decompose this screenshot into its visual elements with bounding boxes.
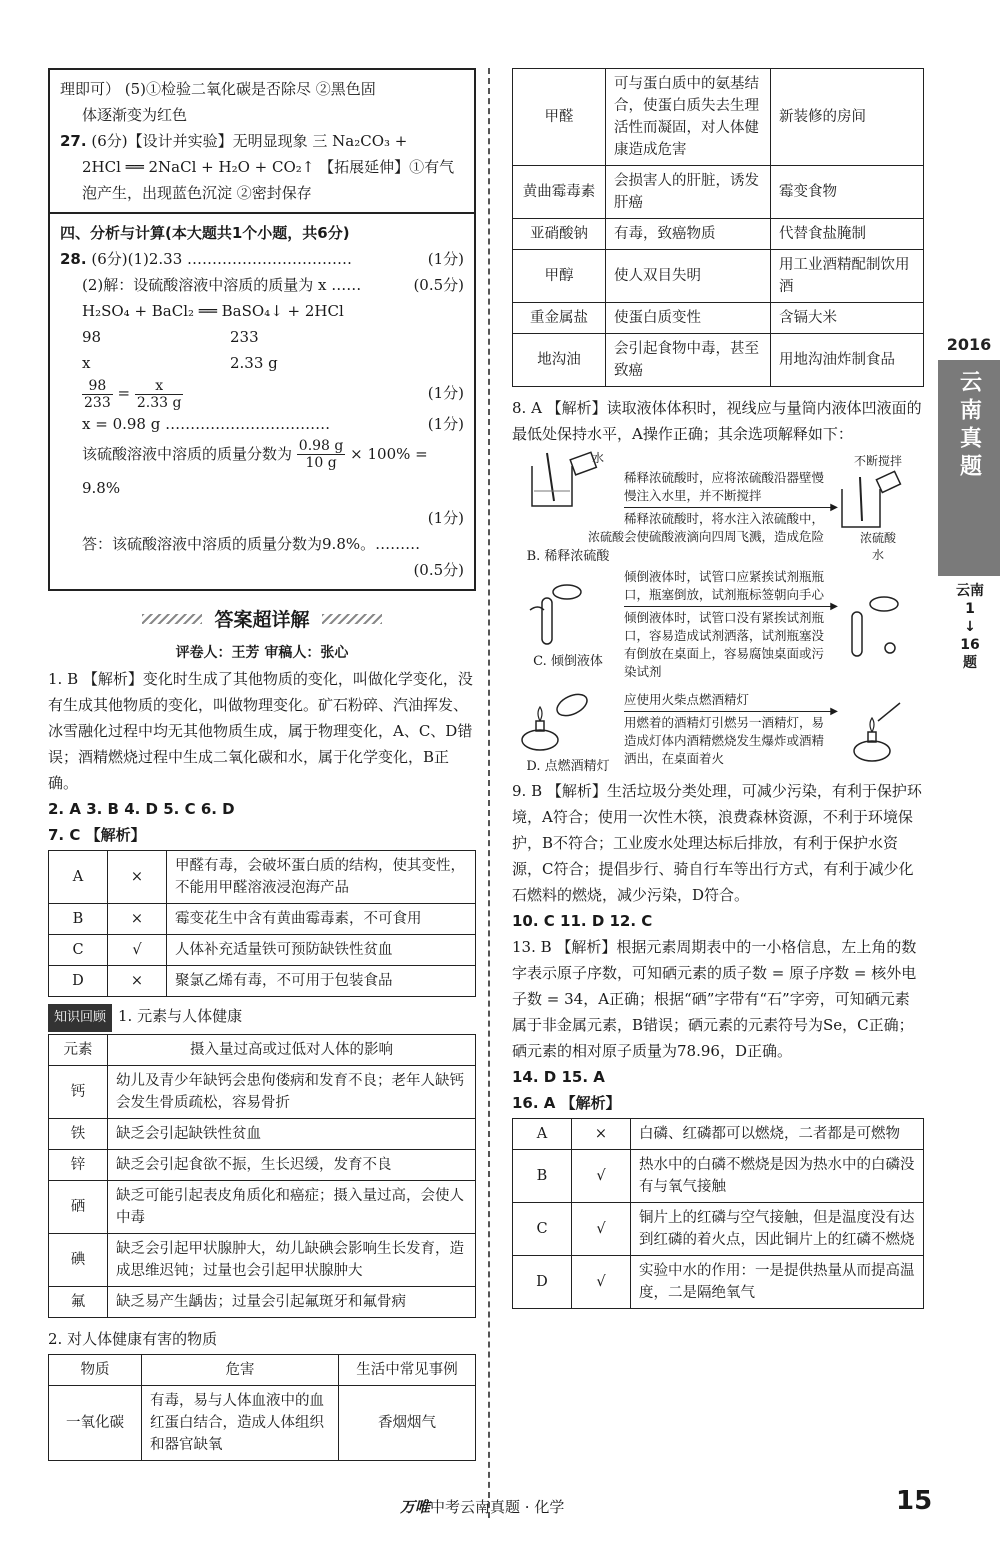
table-cell: 甲醛有毒，会破坏蛋白质的结构，使其变性，不能用甲醛溶液浸泡海产品	[167, 851, 476, 904]
table-header: 危害	[142, 1355, 339, 1386]
table-cell: 氟	[49, 1287, 108, 1318]
table-row	[49, 1234, 476, 1287]
decorative-stripe	[322, 614, 382, 624]
table-cell: 碘	[49, 1234, 108, 1287]
table-row	[49, 1287, 476, 1318]
table-cell: √	[572, 1256, 631, 1309]
table-row	[49, 1181, 476, 1234]
side-range-text: 题	[963, 655, 977, 671]
points: (1分)	[427, 414, 464, 433]
answer-box-28: 四、分析与计算(本大题共1个小题，共6分) 28. (6分)(1)2.33 …………………………… (1分) (2)解：设硫酸溶液中溶质的质量为 x …… (0.5分) H₂SO₄ + BaCl₂ ══ BaSO₄↓ + 2HCl 98 233 x 2.33 g $\frac{98}{233}$ = $\frac{x}{2.33 g}$ (1分) x = 0.98 g …………………………… (1分) 该硫酸溶液中溶质的质量分数为 $\frac{0.98 g}{10 g}$ × 100% = 9.8% (1分) 答：该硫酸溶液中溶质的质量分数为9.8%。……… (0.5分)	[48, 214, 476, 591]
text-line: x = 0.98 g ……………………………	[82, 414, 331, 433]
answer-q7: 7. C 【解析】	[48, 826, 146, 844]
table-row	[513, 334, 924, 387]
points: (0.5分)	[413, 276, 464, 294]
knowledge-review-label: 知识回顾	[48, 1004, 112, 1032]
table-cell: B	[49, 904, 108, 935]
table-cell: 用地沟油炸制食品	[771, 334, 924, 387]
table-row	[49, 1066, 476, 1119]
points: (1分)	[427, 384, 464, 402]
table-row	[513, 1256, 924, 1309]
table-row	[49, 935, 476, 966]
table-cell: 硒	[49, 1181, 108, 1234]
text-line: 体逐渐变为红色	[82, 106, 188, 124]
fig-label: 不断搅拌	[853, 454, 902, 468]
table-cell: 缺乏会引起缺铁性贫血	[108, 1119, 476, 1150]
figure-note: 用燃着的酒精灯引燃另一酒精灯，易造成灯体内酒精燃烧发生爆炸或酒精洒出，在桌面着火	[624, 715, 825, 766]
question-number: 27.	[60, 132, 87, 150]
table-header: 生活中常见事例	[339, 1355, 476, 1386]
answer-q8: 8. A 【解析】读取液体体积时，视线应与量筒内液体凹液面的最低处保持水平，A操作正确；其余选项解释如下：	[512, 399, 922, 443]
harmful-substance-table-continued	[512, 68, 924, 387]
arrow-icon	[624, 711, 832, 712]
table-cell: C	[49, 935, 108, 966]
alcohol-lamp-icon	[512, 685, 602, 755]
fig-label: 水	[871, 548, 884, 562]
table-cell: 甲醛	[513, 69, 606, 166]
figure-note: 应使用火柴点燃酒精灯	[624, 692, 750, 707]
knowledge-title: 1. 元素与人体健康	[118, 1007, 243, 1025]
mass-value: 233	[230, 328, 259, 346]
table-cell: 亚硝酸钠	[513, 219, 606, 250]
table-row	[513, 69, 924, 166]
table-row	[513, 250, 924, 303]
right-column	[512, 68, 924, 1309]
table-cell: 使蛋白质变性	[606, 303, 771, 334]
figure-note: 稀释浓硫酸时，应将浓硫酸沿器壁慢慢注入水里，并不断搅拌	[624, 470, 825, 503]
answer-q16: 16. A 【解析】	[512, 1094, 621, 1112]
arrow-icon	[624, 606, 832, 607]
side-range-text: ↓	[964, 619, 976, 635]
mass-value: x	[82, 354, 91, 372]
text-line: 2HCl ══ 2NaCl + H₂O + CO₂↑ 【拓展延伸】①有气	[82, 158, 455, 176]
table-cell: 实验中水的作用：一是提供热量从而提高温度，二是隔绝氧气	[631, 1256, 924, 1309]
table-cell: 霉变食物	[771, 166, 924, 219]
section-title-bar	[48, 605, 476, 632]
table-row	[513, 1150, 924, 1203]
text-line: × 100% = 9.8%	[82, 444, 428, 497]
figure-caption: B. 稀释浓硫酸	[526, 549, 610, 564]
table-cell: 会损害人的肝脏，诱发肝癌	[606, 166, 771, 219]
left-column	[48, 68, 476, 1461]
table-cell: 新装修的房间	[771, 69, 924, 166]
side-range-text: 16	[960, 637, 980, 653]
table-row	[513, 166, 924, 219]
text-line: 泡产生，出现蓝色沉淀 ②密封保存	[82, 184, 312, 202]
table-header: 摄入量过高或过低对人体的影响	[108, 1035, 476, 1066]
answer-box-27	[48, 68, 476, 214]
table-row	[49, 904, 476, 935]
table-row	[513, 1203, 924, 1256]
table-row	[513, 1119, 924, 1150]
table-cell: 有毒，致癌物质	[606, 219, 771, 250]
table-cell: 铁	[49, 1119, 108, 1150]
table-cell: D	[49, 966, 108, 997]
column-divider	[488, 68, 490, 1518]
answer-q14-15: 14. D 15. A	[512, 1068, 605, 1086]
table-cell: 使人双目失明	[606, 250, 771, 303]
side-tab	[938, 335, 1000, 576]
table-row	[49, 1119, 476, 1150]
table-row	[513, 219, 924, 250]
side-range-text: 1	[965, 601, 975, 617]
equation: H₂SO₄ + BaCl₂ ══ BaSO₄↓ + 2HCl	[82, 302, 344, 320]
table-row	[49, 1386, 476, 1461]
knowledge-title: 2. 对人体健康有害的物质	[48, 1330, 218, 1348]
table-cell: √	[108, 935, 167, 966]
table-row	[49, 1150, 476, 1181]
fraction: $\frac{x}{2.33 g}$	[136, 377, 182, 411]
table-cell: 香烟烟气	[339, 1386, 476, 1461]
page-number: 15	[896, 1486, 933, 1516]
fraction: $\frac{0.98 g}{10 g}$	[298, 438, 344, 471]
decorative-stripe	[142, 614, 202, 624]
fig-label: 浓硫酸	[587, 530, 624, 544]
table-cell: 聚氯乙烯有毒，不可用于包装食品	[167, 966, 476, 997]
text-line: (6分)【设计并实验】无明显现象 三 Na₂CO₃ +	[91, 132, 408, 150]
table-cell: 地沟油	[513, 334, 606, 387]
section-heading: 四、分析与计算(本大题共1个小题，共6分)	[60, 224, 350, 242]
footer-title: 中考云南真题 · 化学	[430, 1498, 565, 1516]
table-cell: A	[513, 1119, 572, 1150]
table-cell: C	[513, 1203, 572, 1256]
question-number: 28.	[60, 250, 87, 268]
table-cell: 钙	[49, 1066, 108, 1119]
table-cell: √	[572, 1203, 631, 1256]
figure-note: 倾倒液体时，试管口没有紧挨试剂瓶口，容易造成试剂洒落，试剂瓶塞没有倒放在桌面上，容易腐蚀桌面或污染试剂	[624, 610, 825, 679]
table-cell: 人体补充适量铁可预防缺铁性贫血	[167, 935, 476, 966]
table-cell: B	[513, 1150, 572, 1203]
mass-value: 98	[82, 328, 102, 346]
table-cell: 用工业酒精配制饮用酒	[771, 250, 924, 303]
side-year: 2016	[938, 330, 1000, 360]
table-cell: ×	[108, 904, 167, 935]
alcohol-lamp-icon	[832, 695, 912, 765]
figure-caption: D. 点燃酒精灯	[526, 759, 610, 774]
text-line: 答：该硫酸溶液中溶质的质量分数为9.8%。………	[82, 535, 421, 553]
brand-logo: 万唯	[400, 1498, 431, 1516]
side-title: 云南真题	[956, 370, 982, 482]
table-header: 物质	[49, 1355, 142, 1386]
points: (1分)	[427, 250, 464, 268]
table-cell: 一氧化碳	[49, 1386, 142, 1461]
q7-table	[48, 850, 476, 997]
table-cell: 可与蛋白质中的氨基结合，使蛋白质失去生理活性而凝固，对人体健康造成危害	[606, 69, 771, 166]
table-cell: 热水中的白磷不燃烧是因为热水中的白磷没有与氧气接触	[631, 1150, 924, 1203]
section-title: 答案超详解	[214, 609, 310, 631]
table-cell: 霉变花生中含有黄曲霉毒素，不可食用	[167, 904, 476, 935]
beaker-icon	[832, 469, 912, 529]
table-cell: 铜片上的红磷与空气接触，但是温度没有达到红磷的着火点，因此铜片上的红磷不燃烧	[631, 1203, 924, 1256]
text-line: 理即可） (5)①检验二氧化碳是否除尽 ②黑色固	[60, 80, 376, 98]
text-line: (2)解：设硫酸溶液中溶质的质量为 x ……	[82, 276, 362, 294]
table-cell: ×	[108, 966, 167, 997]
table-cell: 含镉大米	[771, 303, 924, 334]
table-cell: 黄曲霉毒素	[513, 166, 606, 219]
answer-q1: 1. B 【解析】变化时生成了其他物质的变化，叫做化学变化，没有生成其他物质的变化，叫做物理变化。矿石粉碎、汽油挥发、冰雪融化过程中均无其他物质生成，属于物理变化，A、C、D错误；酒精燃烧过程中生成二氧化碳和水，属于化学变化，B正确。	[48, 670, 473, 792]
figure-caption: C. 倾倒液体	[533, 654, 603, 669]
answer-q13: 13. B 【解析】根据元素周期表中的一小格信息，左上角的数字表示原子序数，可知硒元素的质子数 = 原子序数 = 核外电子数 = 34，A正确；根据“硒”字带有“石”字旁，可知硒元素属于非金属元素，B错误；硒元素的元素符号为Se，C正确；硒元素的相对原子质量为78.96，D正确。	[512, 938, 917, 1060]
table-cell: 会引起食物中毒，甚至致癌	[606, 334, 771, 387]
table-cell: 代替食盐腌制	[771, 219, 924, 250]
table-cell: 缺乏会引起食欲不振，生长迟缓，发育不良	[108, 1150, 476, 1181]
table-cell: ×	[108, 851, 167, 904]
table-cell: 甲醇	[513, 250, 606, 303]
table-header: 元素	[49, 1035, 108, 1066]
reviewers: 评卷人：王芳 审稿人：张心	[175, 645, 349, 661]
table-cell: 有毒，易与人体血液中的血红蛋白结合，造成人体组织和器官缺氧	[142, 1386, 339, 1461]
answer-q10-12: 10. C 11. D 12. C	[512, 912, 653, 930]
arrow-icon	[624, 507, 832, 508]
figure-note: 倾倒液体时，试管口应紧挨试剂瓶瓶口，瓶塞倒放，试剂瓶标签朝向手心	[624, 569, 825, 602]
table-cell: D	[513, 1256, 572, 1309]
table-cell: 缺乏易产生龋齿；过量会引起氟斑牙和氟骨病	[108, 1287, 476, 1318]
fraction: $\frac{98}{233}$	[84, 377, 111, 411]
points: (1分)	[427, 509, 464, 527]
test-tube-icon	[832, 590, 912, 660]
figure-dilute-acid	[512, 451, 924, 564]
table-row	[49, 966, 476, 997]
table-row	[49, 851, 476, 904]
side-range-text: 云南	[956, 583, 984, 599]
table-cell: 幼儿及青少年缺钙会患佝偻病和发育不良；老年人缺钙会发生骨质疏松，容易骨折	[108, 1066, 476, 1119]
figure-pour-liquid	[512, 568, 924, 681]
figure-note: 稀释浓硫酸时，将水注入浓硫酸中，会使硫酸液滴向四周飞溅，造成危险	[624, 511, 825, 544]
table-cell: 锌	[49, 1150, 108, 1181]
table-cell: 缺乏会引起甲状腺肿大，幼儿缺碘会影响生长发育，造成思维迟钝；过量也会引起甲状腺肿大	[108, 1234, 476, 1287]
fig-label: 浓硫酸	[859, 531, 896, 545]
table-cell: 重金属盐	[513, 303, 606, 334]
table-cell: 白磷、红磷都可以燃烧，二者都是可燃物	[631, 1119, 924, 1150]
answer-q9: 9. B 【解析】生活垃圾分类处理，可减少污染，有利于保护环境，A符合；使用一次性木筷，浪费森林资源，不利于环境保护，B不符合；工业废水处理达标后排放，有利于保护水资源，C符合；提倡步行、骑自行车等出行方式，有利于减少化石燃料的燃烧，减少污染，D符合。	[512, 782, 922, 904]
table-cell: ×	[572, 1119, 631, 1150]
element-health-table	[48, 1034, 476, 1318]
table-cell: A	[49, 851, 108, 904]
q16-table	[512, 1118, 924, 1309]
harmful-substance-table	[48, 1354, 476, 1461]
test-tube-icon	[512, 580, 592, 650]
text-line: 该硫酸溶液中溶质的质量分数为	[82, 444, 293, 463]
table-cell: √	[572, 1150, 631, 1203]
answer-q2-6: 2. A 3. B 4. D 5. C 6. D	[48, 800, 235, 818]
fig-label: 水	[591, 451, 604, 465]
side-range	[950, 582, 990, 672]
page-footer	[0, 1486, 1000, 1530]
mass-value: 2.33 g	[230, 354, 278, 372]
text-line: (6分)(1)2.33 ……………………………	[91, 250, 353, 268]
table-cell: 缺乏可能引起表皮角质化和癌症；摄入量过高，会使人中毒	[108, 1181, 476, 1234]
points: (0.5分)	[413, 561, 464, 579]
table-row	[513, 303, 924, 334]
figure-light-lamp	[512, 685, 924, 774]
